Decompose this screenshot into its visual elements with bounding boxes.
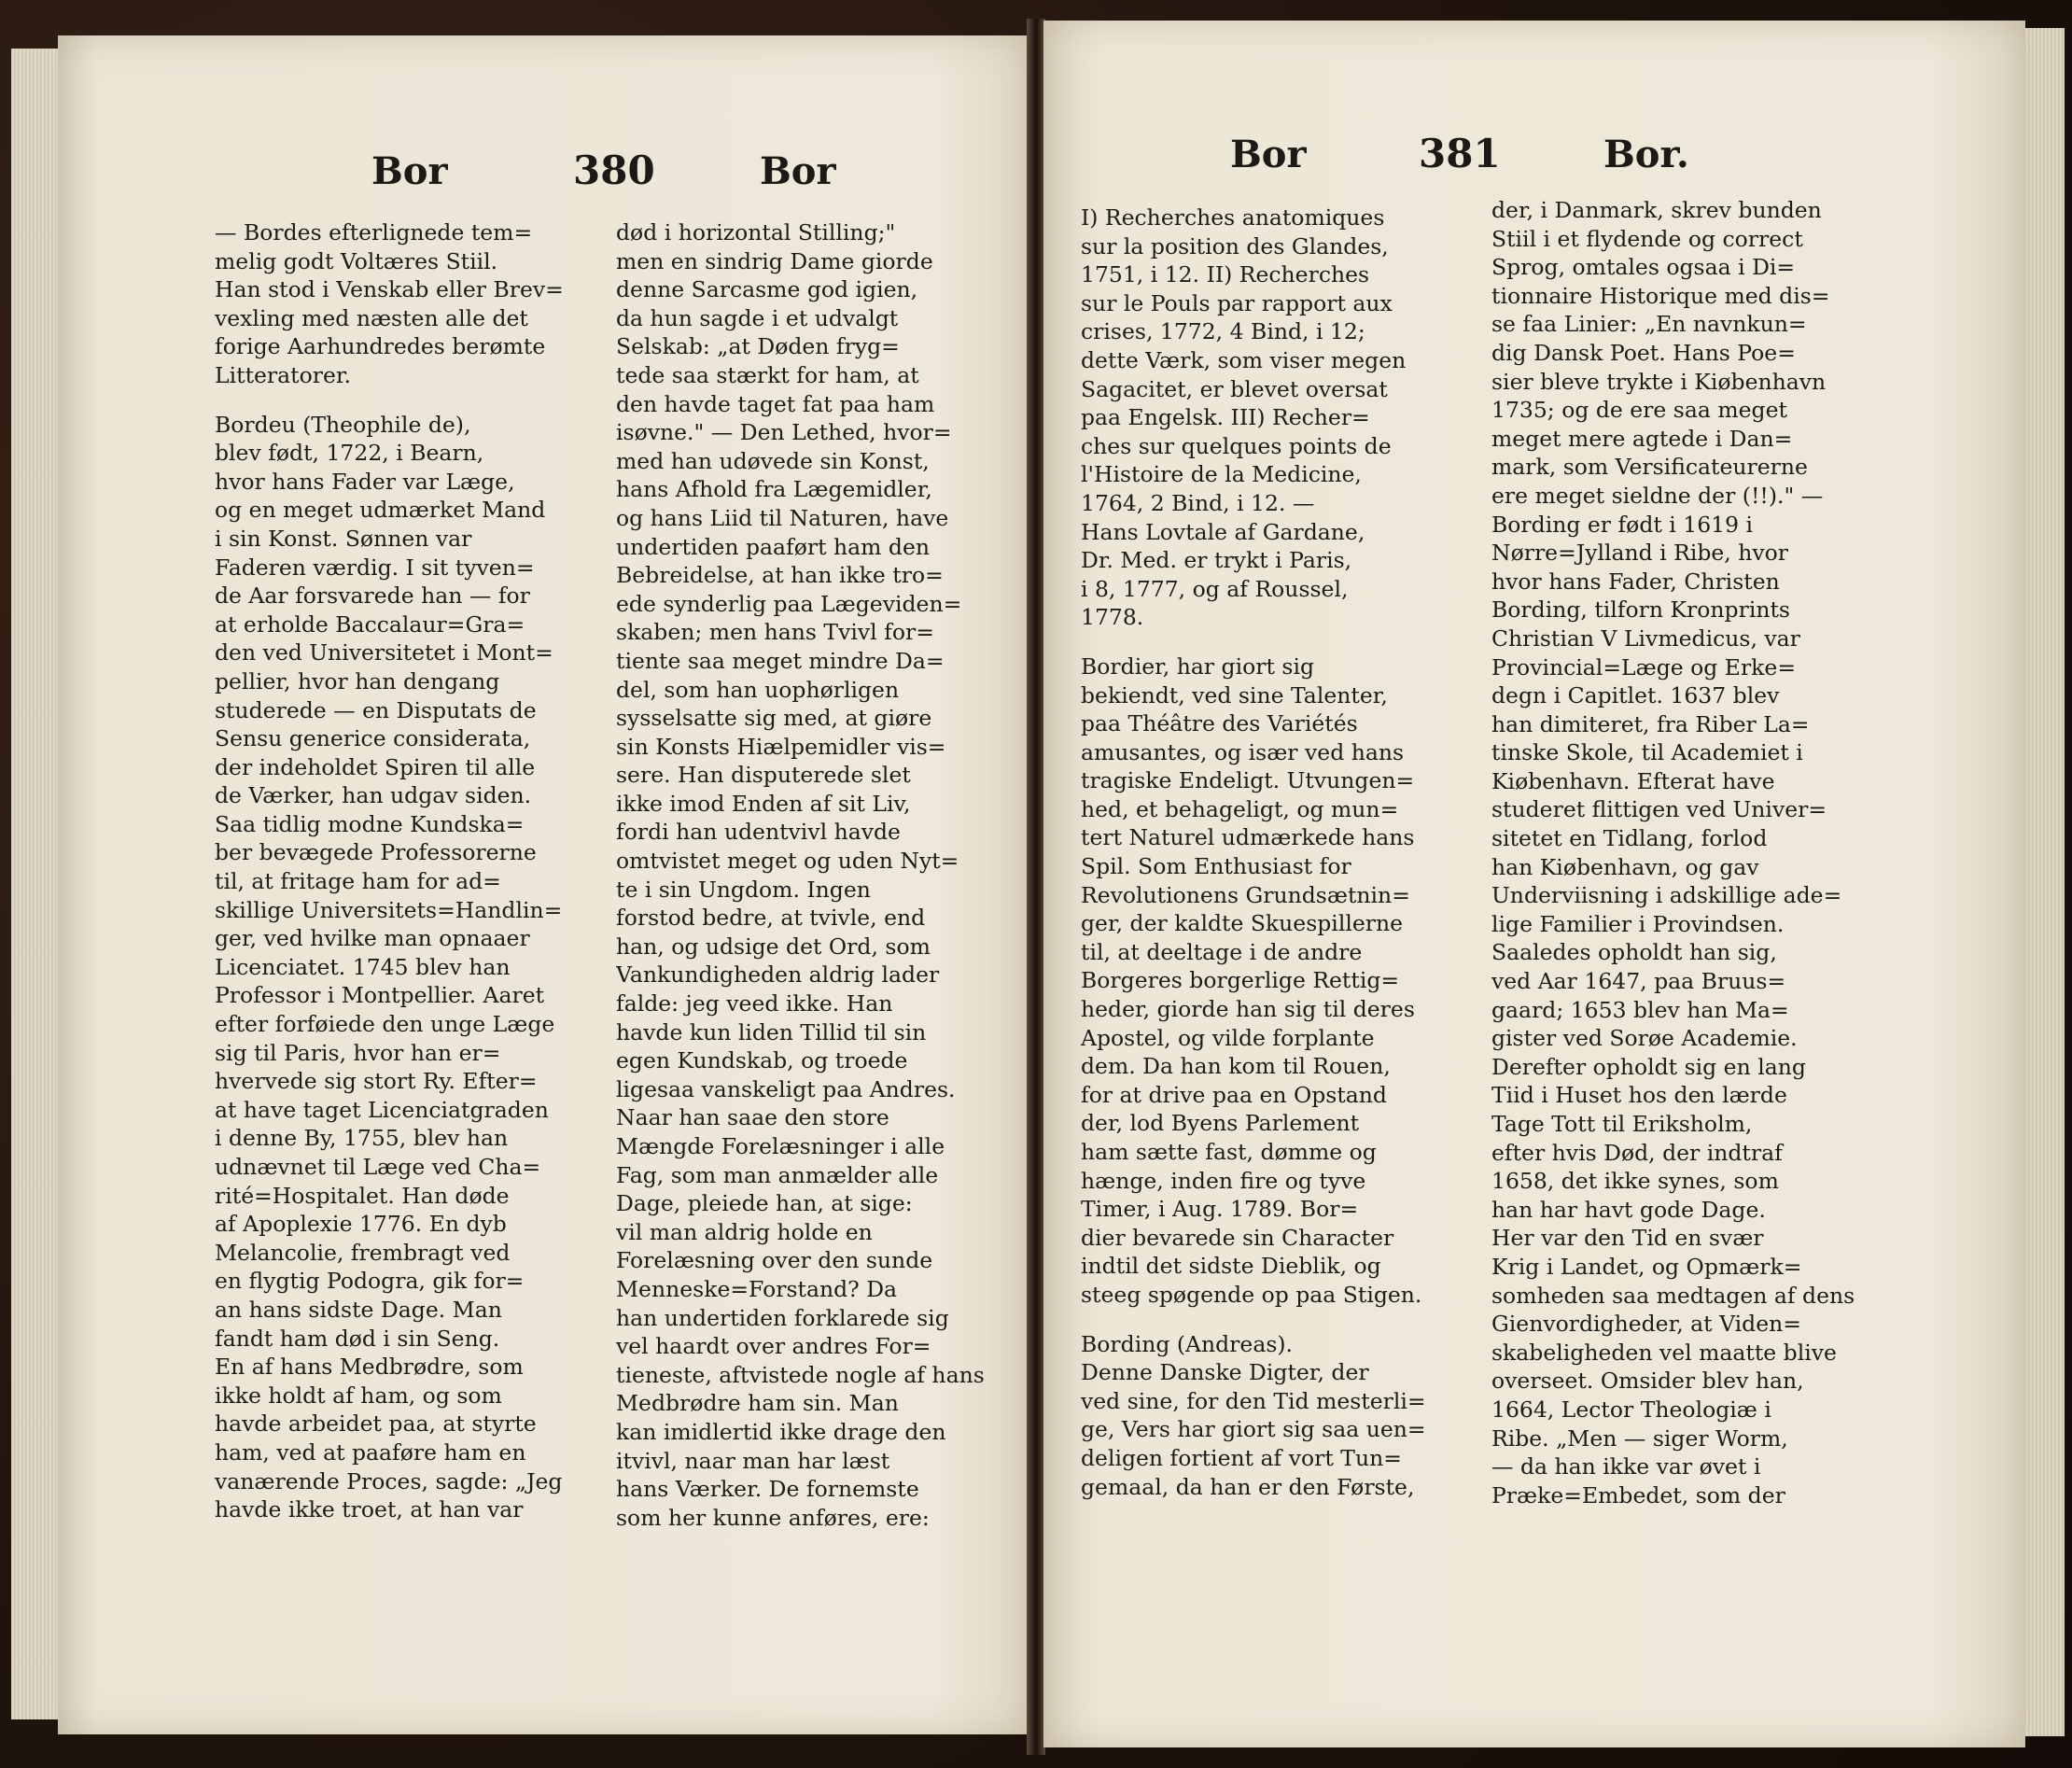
text-line: Litteratorer. bbox=[215, 361, 352, 388]
text-line: ge, Vers har giort sig saa uen= bbox=[1081, 1416, 1426, 1443]
text-line: dette Værk, som viser megen bbox=[1081, 346, 1407, 373]
text-line: ved sine, for den Tid mesterli= bbox=[1081, 1387, 1426, 1414]
text-line: i 8, 1777, og af Roussel, bbox=[1081, 575, 1349, 602]
text-line: en flygtig Podogra, gik for= bbox=[215, 1268, 525, 1295]
text-line: gemaal, da han er den Første, bbox=[1081, 1473, 1415, 1500]
text-line: Forelæsning over den sunde bbox=[616, 1247, 933, 1274]
text-line: Selskab: „at Døden fryg= bbox=[616, 333, 900, 360]
left-page-header-left: Bor bbox=[371, 149, 448, 193]
text-line: udnævnet til Læge ved Cha= bbox=[215, 1154, 541, 1180]
text-line: isøvne." — Den Lethed, hvor= bbox=[616, 419, 952, 446]
text-line: meget mere agtede i Dan= bbox=[1491, 425, 1793, 452]
text-line: 1664, Lector Theologiæ i bbox=[1491, 1396, 1771, 1423]
text-line: ham, ved at paaføre ham en bbox=[215, 1438, 526, 1466]
text-line: Dage, pleiede han, at sige: bbox=[616, 1190, 913, 1217]
text-line: ved Aar 1647, paa Bruus= bbox=[1491, 968, 1786, 995]
right-page-column-1 bbox=[1081, 203, 1426, 1501]
text-line: til, at deeltage i de andre bbox=[1081, 938, 1363, 965]
paragraph-gap bbox=[1081, 632, 1426, 652]
text-line: Sagacitet, er blevet oversat bbox=[1081, 375, 1388, 402]
text-line: Apostel, og vilde forplante bbox=[1081, 1024, 1375, 1051]
text-line: dig Dansk Poet. Hans Poe= bbox=[1491, 339, 1796, 366]
text-line: gaard; 1653 blev han Ma= bbox=[1491, 996, 1789, 1023]
text-line: hans Afhold fra Lægemidler, bbox=[616, 476, 932, 503]
text-line: i denne By, 1755, blev han bbox=[215, 1125, 509, 1152]
text-line: Timer, i Aug. 1789. Bor= bbox=[1081, 1196, 1359, 1223]
text-line: 1778. bbox=[1081, 604, 1144, 631]
text-line: tionnaire Historique med dis= bbox=[1491, 282, 1830, 309]
text-line: havde arbeidet paa, at styrte bbox=[215, 1410, 537, 1438]
text-line: Bording (Andreas). bbox=[1081, 1330, 1294, 1357]
text-line: med han udøvede sin Konst, bbox=[616, 447, 930, 474]
text-line: hvor hans Fader var Læge, bbox=[215, 468, 515, 495]
right-page-column-2 bbox=[1491, 196, 1855, 1509]
text-line: den ved Universitetet i Mont= bbox=[215, 639, 553, 667]
text-line: havde ikke troet, at han var bbox=[215, 1496, 524, 1523]
text-line: Saa tidlig modne Kundska= bbox=[215, 810, 525, 837]
text-line: ligesaa vanskeligt paa Andres. bbox=[616, 1075, 956, 1102]
text-line: og hans Liid til Naturen, have bbox=[616, 504, 949, 531]
text-line: heder, giorde han sig til deres bbox=[1081, 996, 1415, 1023]
text-line: fordi han udentvivl havde bbox=[616, 819, 901, 846]
text-line: sere. Han disputerede slet bbox=[616, 762, 911, 789]
text-line: studeret flittigen ved Univer= bbox=[1491, 796, 1827, 823]
text-line: Tage Tott til Eriksholm, bbox=[1491, 1111, 1753, 1137]
text-line: se faa Linier: „En navnkun= bbox=[1491, 311, 1807, 338]
text-line: sig til Paris, hvor han er= bbox=[215, 1039, 501, 1066]
book-gutter bbox=[1027, 19, 1045, 1755]
text-line: Sensu generice considerata, bbox=[215, 725, 531, 752]
text-line: overseet. Omsider blev han, bbox=[1491, 1368, 1804, 1395]
text-line: studerede — en Disputats de bbox=[215, 696, 537, 723]
text-line: amusantes, og især ved hans bbox=[1081, 738, 1405, 765]
text-line: vil man aldrig holde en bbox=[616, 1218, 873, 1245]
text-line: sier bleve trykte i Kiøbenhavn bbox=[1491, 368, 1827, 395]
right-page-number: 381 bbox=[1419, 131, 1501, 176]
text-line: Saaledes opholdt han sig, bbox=[1491, 939, 1777, 966]
text-line: der indeholdet Spiren til alle bbox=[215, 753, 536, 780]
text-line: steeg spøgende op paa Stigen. bbox=[1081, 1281, 1422, 1308]
text-line: Bebreidelse, at han ikke tro= bbox=[616, 562, 944, 589]
left-page-number: 380 bbox=[573, 147, 655, 193]
text-line: Hans Lovtale af Gardane, bbox=[1081, 518, 1365, 545]
text-line: ikke holdt af ham, og som bbox=[215, 1382, 502, 1409]
text-line: tinske Skole, til Academiet i bbox=[1491, 739, 1803, 766]
text-line: vexling med næsten alle det bbox=[215, 304, 528, 331]
text-line: blev født, 1722, i Bearn, bbox=[215, 440, 484, 467]
text-line: ede synderlig paa Lægeviden= bbox=[616, 590, 962, 617]
text-line: Præke=Embedet, som der bbox=[1491, 1481, 1785, 1508]
text-line: ham sætte fast, dømme og bbox=[1081, 1139, 1377, 1165]
text-line: da hun sagde i et udvalgt bbox=[616, 304, 899, 331]
text-line: og en meget udmærket Mand bbox=[215, 497, 546, 524]
text-line: gister ved Sorøe Academie. bbox=[1491, 1025, 1798, 1052]
text-line: Mængde Forelæsninger i alle bbox=[616, 1133, 945, 1159]
text-line: Denne Danske Digter, der bbox=[1081, 1359, 1369, 1386]
text-line: fandt ham død i sin Seng. bbox=[215, 1325, 500, 1352]
left-page-column-1 bbox=[215, 218, 564, 1524]
text-line: dem. Da han kom til Rouen, bbox=[1081, 1053, 1391, 1080]
text-line: pellier, hvor han dengang bbox=[215, 667, 500, 695]
text-line: ikke imod Enden af sit Liv, bbox=[616, 790, 911, 817]
text-line: han dimiteret, fra Riber La= bbox=[1491, 710, 1810, 737]
text-line: skabeligheden vel maatte blive bbox=[1491, 1339, 1837, 1366]
text-line: Borgeres borgerlige Rettig= bbox=[1081, 967, 1400, 994]
text-line: han Kiøbenhavn, og gav bbox=[1491, 853, 1759, 880]
text-line: de Aar forsvarede han — for bbox=[215, 582, 530, 610]
text-line: at erholde Baccalaur=Gra= bbox=[215, 610, 525, 638]
text-line: Medbrødre ham sin. Man bbox=[616, 1390, 899, 1417]
paragraph-gap bbox=[215, 390, 564, 411]
text-line: Kiøbenhavn. Efterat have bbox=[1491, 767, 1775, 794]
text-line: Vankundigheden aldrig lader bbox=[616, 961, 940, 989]
text-line: hed, et behageligt, og mun= bbox=[1081, 795, 1399, 822]
right-page-header-right: Bor. bbox=[1603, 133, 1689, 176]
text-line: han, og udsige det Ord, som bbox=[616, 933, 931, 960]
text-line: te i sin Ungdom. Ingen bbox=[616, 876, 871, 903]
text-line: Melancolie, frembragt ved bbox=[215, 1239, 511, 1266]
text-line: undertiden paaført ham den bbox=[616, 533, 931, 560]
text-line: Krig i Landet, og Opmærk= bbox=[1491, 1253, 1802, 1280]
text-line: skaben; men hans Tvivl for= bbox=[616, 619, 934, 646]
text-line: dier bevarede sin Character bbox=[1081, 1224, 1394, 1251]
text-line: Gienvordigheder, at Viden= bbox=[1491, 1311, 1801, 1338]
text-line: mark, som Versificateurerne bbox=[1491, 454, 1808, 481]
text-line: sur le Pouls par rapport aux bbox=[1081, 289, 1393, 316]
text-line: tieneste, aftvistede nogle af hans bbox=[616, 1361, 985, 1388]
left-page-header-right: Bor bbox=[760, 149, 836, 193]
text-line: af Apoplexie 1776. En dyb bbox=[215, 1211, 507, 1238]
text-line: Nørre=Jylland i Ribe, hvor bbox=[1491, 540, 1789, 567]
text-line: tiente saa meget mindre Da= bbox=[616, 647, 945, 674]
text-line: de Værker, han udgav siden. bbox=[215, 782, 532, 809]
text-line: Naar han saae den store bbox=[616, 1104, 889, 1131]
text-line: til, at fritage ham for ad= bbox=[215, 868, 501, 895]
text-line: — da han ikke var øvet i bbox=[1491, 1453, 1761, 1480]
text-line: kan imidlertid ikke drage den bbox=[616, 1418, 946, 1445]
left-page-column-2 bbox=[616, 218, 985, 1532]
text-line: Professor i Montpellier. Aaret bbox=[215, 982, 545, 1009]
text-line: degn i Capitlet. 1637 blev bbox=[1491, 682, 1780, 709]
text-line: sysselsatte sig med, at giøre bbox=[616, 705, 932, 732]
text-line: i sin Konst. Sønnen var bbox=[215, 525, 472, 552]
text-line: — Bordes efterlignede tem= bbox=[215, 219, 533, 246]
text-line: ere meget sieldne der (!!)." — bbox=[1491, 482, 1824, 509]
text-line: tert Naturel udmærkede hans bbox=[1081, 824, 1415, 851]
text-line: tede saa stærkt for ham, at bbox=[616, 361, 919, 388]
text-line: melig godt Voltæres Stiil. bbox=[215, 247, 498, 274]
text-line: Stiil i et flydende og correct bbox=[1491, 225, 1803, 252]
text-line: egen Kundskab, og troede bbox=[616, 1047, 908, 1074]
text-line: 1735; og de ere saa meget bbox=[1491, 397, 1787, 424]
text-line: crises, 1772, 4 Bind, i 12; bbox=[1081, 318, 1365, 345]
text-line: an hans sidste Dage. Man bbox=[215, 1296, 502, 1323]
text-line: omtvistet meget og uden Nyt= bbox=[616, 848, 959, 875]
text-line: som her kunne anføres, ere: bbox=[616, 1504, 930, 1531]
text-line: forige Aarhundredes berømte bbox=[215, 333, 546, 360]
text-line: ber bevægede Professorerne bbox=[215, 839, 537, 866]
text-line: Provincial=Læge og Erke= bbox=[1491, 653, 1797, 681]
text-line: Menneske=Forstand? Da bbox=[616, 1275, 898, 1302]
text-line: Bordeu (Theophile de), bbox=[215, 411, 471, 438]
text-line: Revolutionens Grundsætnin= bbox=[1081, 881, 1410, 908]
text-line: Bording, tilforn Kronprints bbox=[1491, 596, 1790, 624]
paragraph-gap bbox=[1081, 1310, 1426, 1330]
text-line: Han stod i Venskab eller Brev= bbox=[215, 276, 564, 303]
text-line: Faderen værdig. I sit tyven= bbox=[215, 554, 535, 581]
text-line: 1751, i 12. II) Recherches bbox=[1081, 261, 1370, 288]
text-line: itvivl, naar man har læst bbox=[616, 1447, 890, 1474]
text-line: vanærende Proces, sagde: „Jeg bbox=[215, 1467, 563, 1494]
text-line: bekiendt, ved sine Talenter, bbox=[1081, 681, 1388, 709]
text-line: ger, ved hvilke man opnaaer bbox=[215, 925, 530, 952]
text-line: deligen fortient af vort Tun= bbox=[1081, 1444, 1402, 1471]
text-line: somheden saa medtagen af dens bbox=[1491, 1282, 1855, 1309]
text-line: ger, der kaldte Skuespillerne bbox=[1081, 910, 1404, 937]
text-line: Underviisning i adskillige ade= bbox=[1491, 882, 1842, 909]
text-line: for at drive paa en Opstand bbox=[1081, 1081, 1387, 1108]
text-line: Christian V Livmedicus, var bbox=[1491, 624, 1800, 652]
text-line: 1658, det ikke synes, som bbox=[1491, 1168, 1779, 1195]
text-line: skillige Universitets=Handlin= bbox=[215, 896, 563, 923]
text-line: sitetet en Tidlang, forlod bbox=[1491, 825, 1768, 852]
text-line: denne Sarcasme god igien, bbox=[616, 276, 918, 303]
text-line: efter hvis Død, der indtraf bbox=[1491, 1139, 1783, 1166]
text-line: der, i Danmark, skrev bunden bbox=[1491, 197, 1822, 223]
left-page bbox=[58, 35, 1029, 1734]
text-line: hvor hans Fader, Christen bbox=[1491, 568, 1780, 595]
text-line: havde kun liden Tillid til sin bbox=[616, 1018, 927, 1045]
text-line: Sprog, omtales ogsaa i Di= bbox=[1491, 254, 1796, 281]
text-line: han undertiden forklarede sig bbox=[616, 1304, 949, 1331]
text-line: 1764, 2 Bind, i 12. — bbox=[1081, 489, 1315, 516]
text-line: Fag, som man anmælder alle bbox=[616, 1161, 939, 1188]
text-line: død i horizontal Stilling;" bbox=[616, 219, 896, 246]
text-line: indtil det sidste Dieblik, og bbox=[1081, 1253, 1381, 1280]
right-page bbox=[1043, 21, 2025, 1747]
text-line: falde: jeg veed ikke. Han bbox=[616, 990, 893, 1017]
text-line: Ribe. „Men — siger Worm, bbox=[1491, 1424, 1788, 1452]
text-line: hans Værker. De fornemste bbox=[616, 1476, 919, 1503]
text-line: sin Konsts Hiælpemidler vis= bbox=[616, 733, 946, 760]
text-line: men en sindrig Dame giorde bbox=[616, 247, 933, 274]
text-line: I) Recherches anatomiques bbox=[1081, 204, 1385, 231]
text-line: paa Théâtre des Variétés bbox=[1081, 710, 1358, 737]
right-page-edges bbox=[2025, 28, 2065, 1736]
text-line: Dr. Med. er trykt i Paris, bbox=[1081, 547, 1352, 574]
text-line: tragiske Endeligt. Utvungen= bbox=[1081, 767, 1415, 794]
text-line: Bordier, har giort sig bbox=[1081, 652, 1315, 680]
text-line: Her var den Tid en svær bbox=[1491, 1225, 1764, 1252]
text-line: vel haardt over andres For= bbox=[616, 1333, 931, 1360]
text-line: hvervede sig stort Ry. Efter= bbox=[215, 1068, 538, 1095]
text-line: Derefter opholdt sig en lang bbox=[1491, 1053, 1806, 1080]
text-line: En af hans Medbrødre, som bbox=[215, 1354, 524, 1381]
text-line: hænge, inden fire og tyve bbox=[1081, 1167, 1366, 1194]
text-line: Spil. Som Enthusiast for bbox=[1081, 853, 1351, 880]
text-line: Bording er født i 1619 i bbox=[1491, 511, 1754, 538]
text-line: efter forføiede den unge Læge bbox=[215, 1011, 555, 1038]
text-line: Licenciatet. 1745 blev han bbox=[215, 953, 511, 980]
text-line: ches sur quelques points de bbox=[1081, 432, 1392, 459]
left-page-edges bbox=[11, 49, 58, 1719]
text-line: den havde taget fat paa ham bbox=[616, 390, 935, 417]
text-line: Tiid i Huset hos den lærde bbox=[1491, 1082, 1787, 1109]
text-line: han har havt gode Dage. bbox=[1491, 1196, 1766, 1223]
text-line: sur la position des Glandes, bbox=[1081, 232, 1389, 260]
text-line: lige Familier i Provindsen. bbox=[1491, 910, 1785, 937]
text-line: at have taget Licenciatgraden bbox=[215, 1096, 549, 1123]
text-line: del, som han uophørligen bbox=[616, 676, 900, 703]
right-page-header-left: Bor bbox=[1230, 133, 1307, 176]
text-line: der, lod Byens Parlement bbox=[1081, 1110, 1360, 1137]
text-line: rité=Hospitalet. Han døde bbox=[215, 1182, 510, 1209]
text-line: paa Engelsk. III) Recher= bbox=[1081, 404, 1370, 431]
text-line: forstod bedre, at tvivle, end bbox=[616, 905, 926, 932]
text-line: l'Histoire de la Medicine, bbox=[1081, 461, 1362, 488]
